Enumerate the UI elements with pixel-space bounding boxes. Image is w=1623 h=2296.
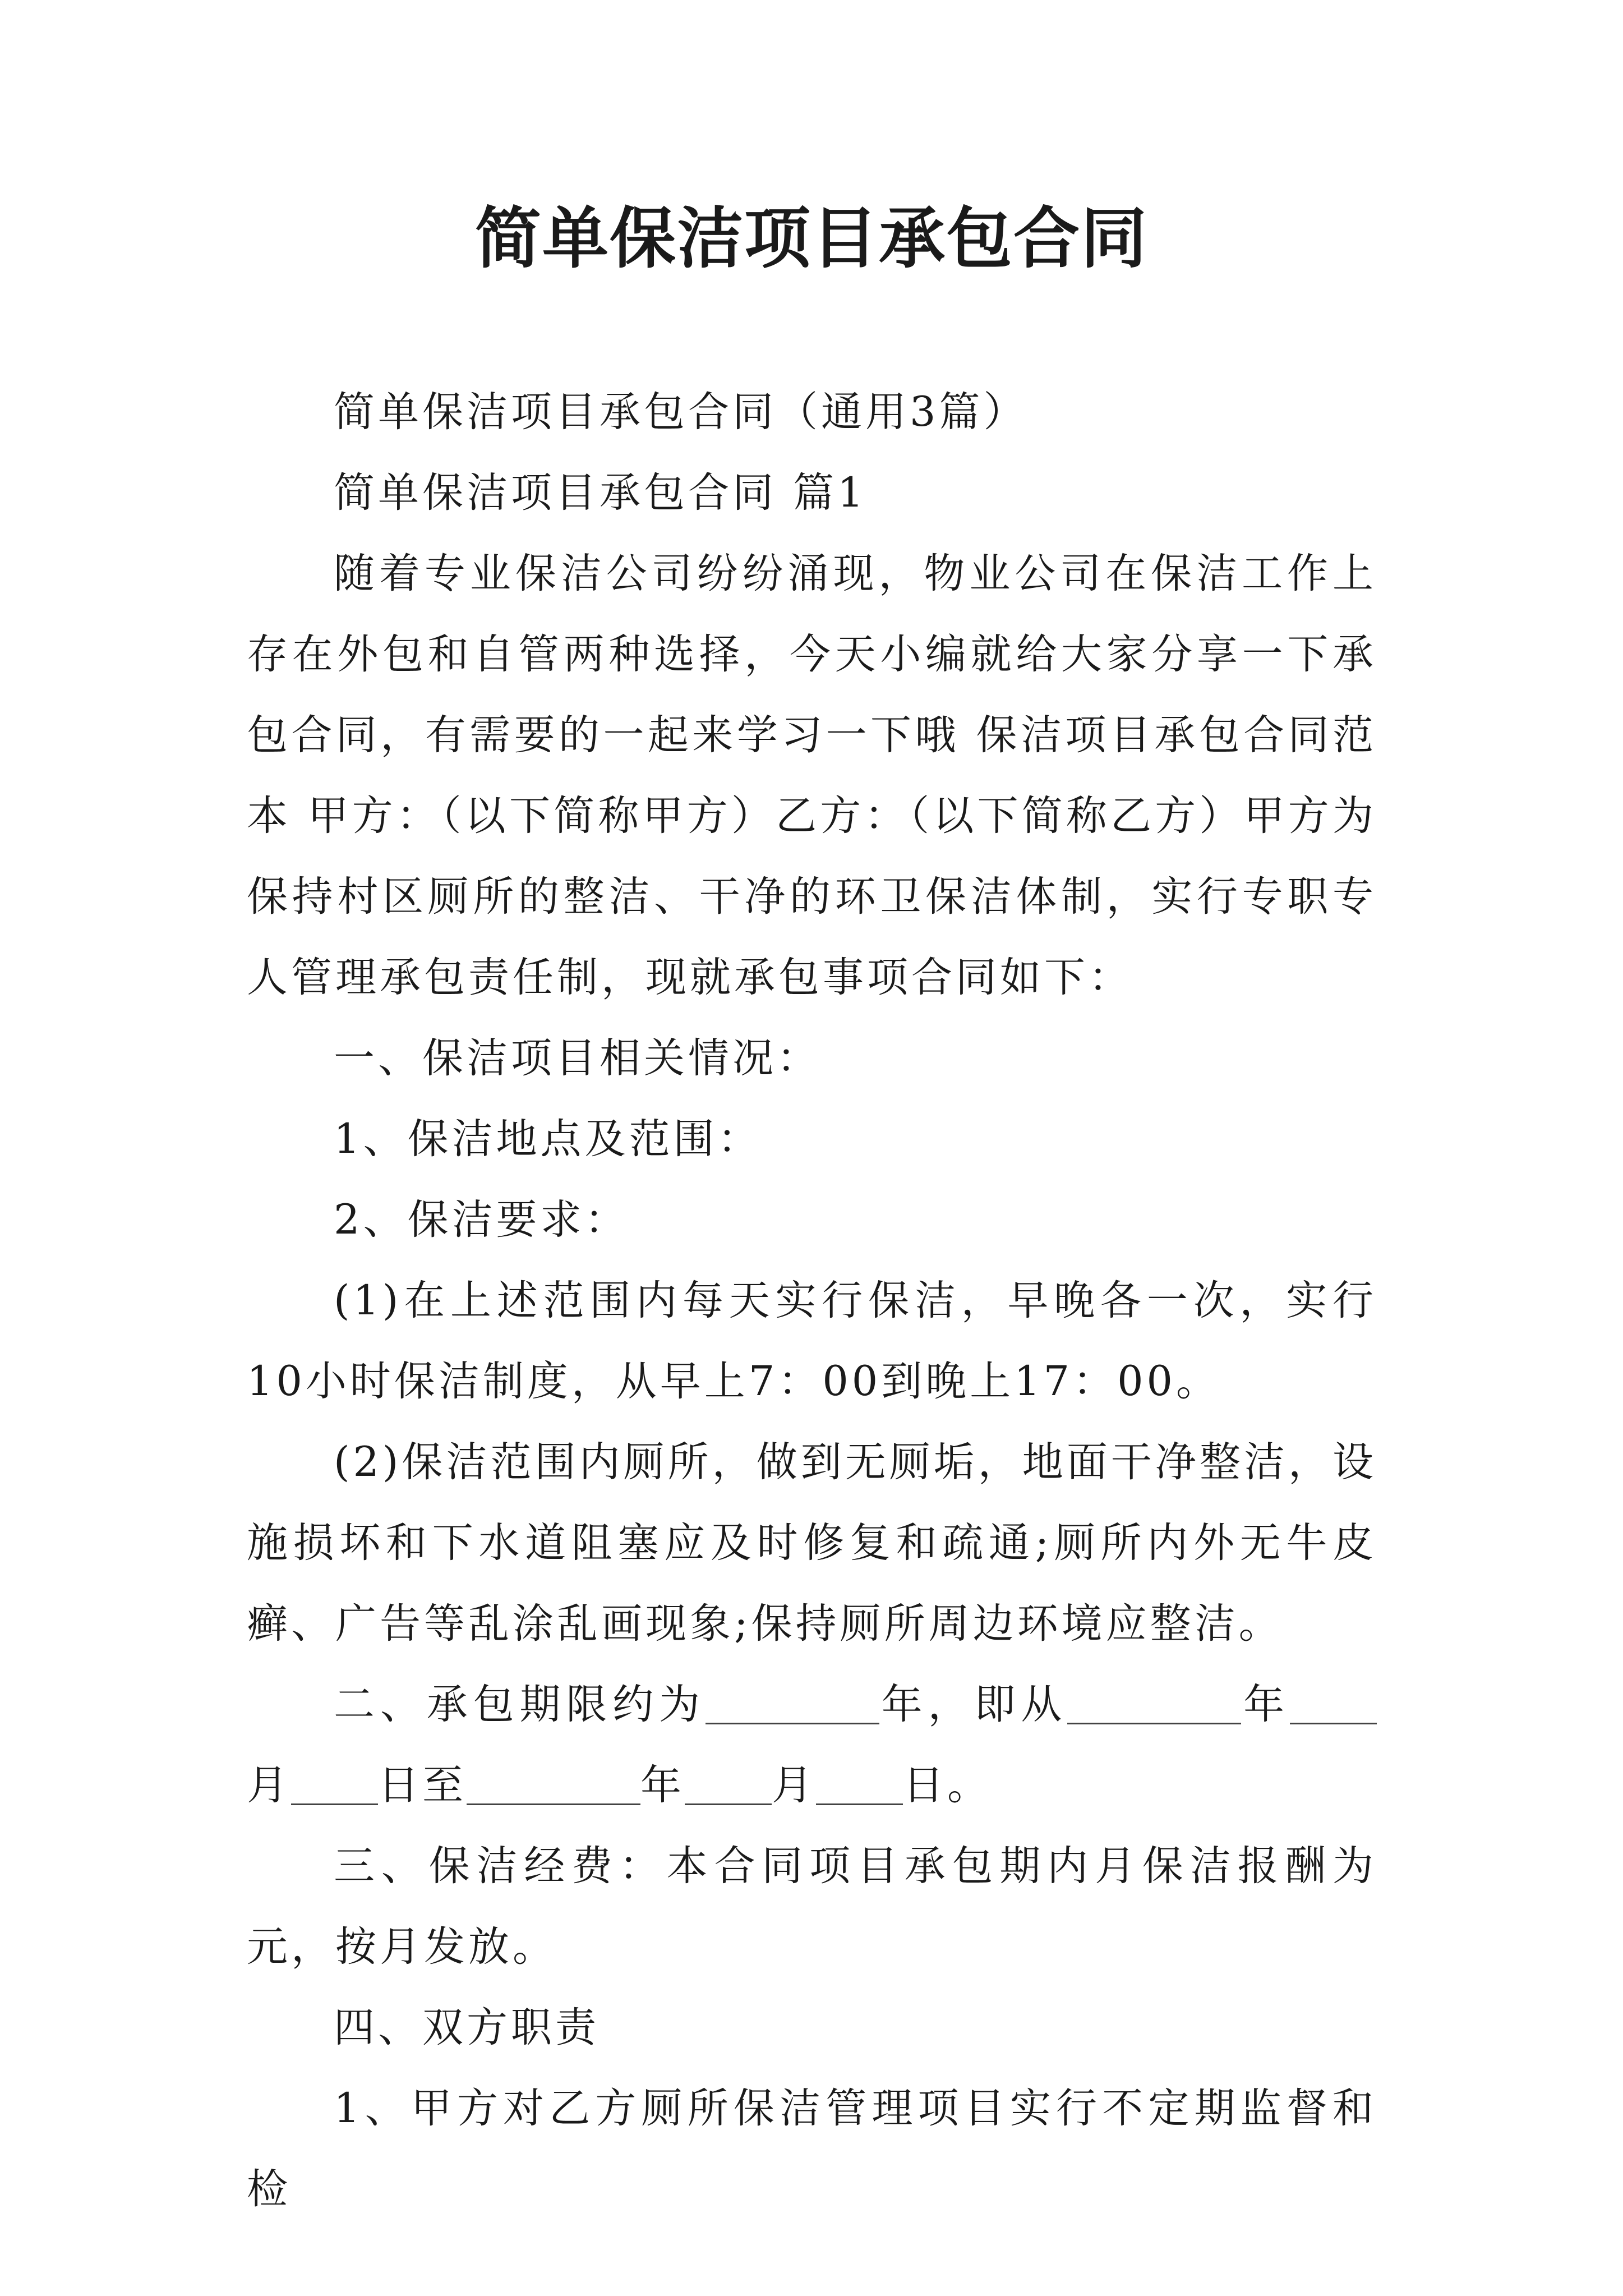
blank-field xyxy=(1067,1682,1241,1724)
item-requirements: 2、保洁要求： xyxy=(334,1196,629,1244)
requirement-2: (2)保洁范围内厕所，做到无厕垢，地面干净整洁，设施损坏和下水道阻塞应及时修复和疏通;厕所内外无牛皮癣、广告等乱涂乱画现象;保持厕所周边环境应整洁。 xyxy=(247,1438,1377,1648)
section-heading-1: 一、保洁项目相关情况： xyxy=(334,1034,821,1082)
term-day-to: 日至 xyxy=(378,1761,467,1809)
term-month-label: 月 xyxy=(247,1761,291,1809)
blank-field xyxy=(291,1763,378,1805)
section-heading-4: 四、双方职责 xyxy=(334,2004,600,2051)
item-location: 1、保洁地点及范围： xyxy=(334,1115,762,1163)
duty-1: 1、甲方对乙方厕所保洁管理项目实行不定期监督和检 xyxy=(247,2085,1377,2213)
intro-paragraph: 随着专业保洁公司纷纷涌现，物业公司在保洁工作上存在外包和自管两种选择，今天小编就给大家分享一下承包合同，有需要的一起来学习一下哦 保洁项目承包合同范本 甲方：（以下简称甲方）乙方：（以下简称乙方）甲方为保持村区厕所的整洁、干净的环卫保洁体制，实行专职专人管理承包责任制，现就承包事项合同如下： xyxy=(247,550,1377,1001)
blank-field xyxy=(1290,1682,1377,1724)
requirement-1: (1)在上述范围内每天实行保洁，早晚各一次，实行10小时保洁制度，从早上7：00到晚上17：00。 xyxy=(247,1277,1377,1405)
term-year-label: 年 xyxy=(1241,1681,1290,1728)
part-heading: 简单保洁项目承包合同 篇1 xyxy=(334,469,867,517)
blank-field xyxy=(685,1763,772,1805)
term-paragraph xyxy=(247,1664,1377,1826)
term-day-end: 日。 xyxy=(903,1761,992,1809)
term-year-end: 年 xyxy=(640,1761,685,1809)
term-month-end: 月 xyxy=(772,1761,816,1809)
blank-field xyxy=(816,1763,903,1805)
document-title: 简单保洁项目承包合同 xyxy=(474,199,1148,277)
subtitle: 简单保洁项目承包合同（通用3篇） xyxy=(334,388,1028,436)
blank-field xyxy=(706,1682,879,1724)
term-prefix: 二、承包期限约为 xyxy=(334,1681,706,1728)
blank-field xyxy=(467,1763,640,1805)
term-year-from: 年，即从 xyxy=(879,1681,1068,1728)
document-body xyxy=(247,372,1377,2230)
fee-paragraph: 三、保洁经费：本合同项目承包期内月保洁报酬为 元，按月发放。 xyxy=(247,1842,1377,1971)
